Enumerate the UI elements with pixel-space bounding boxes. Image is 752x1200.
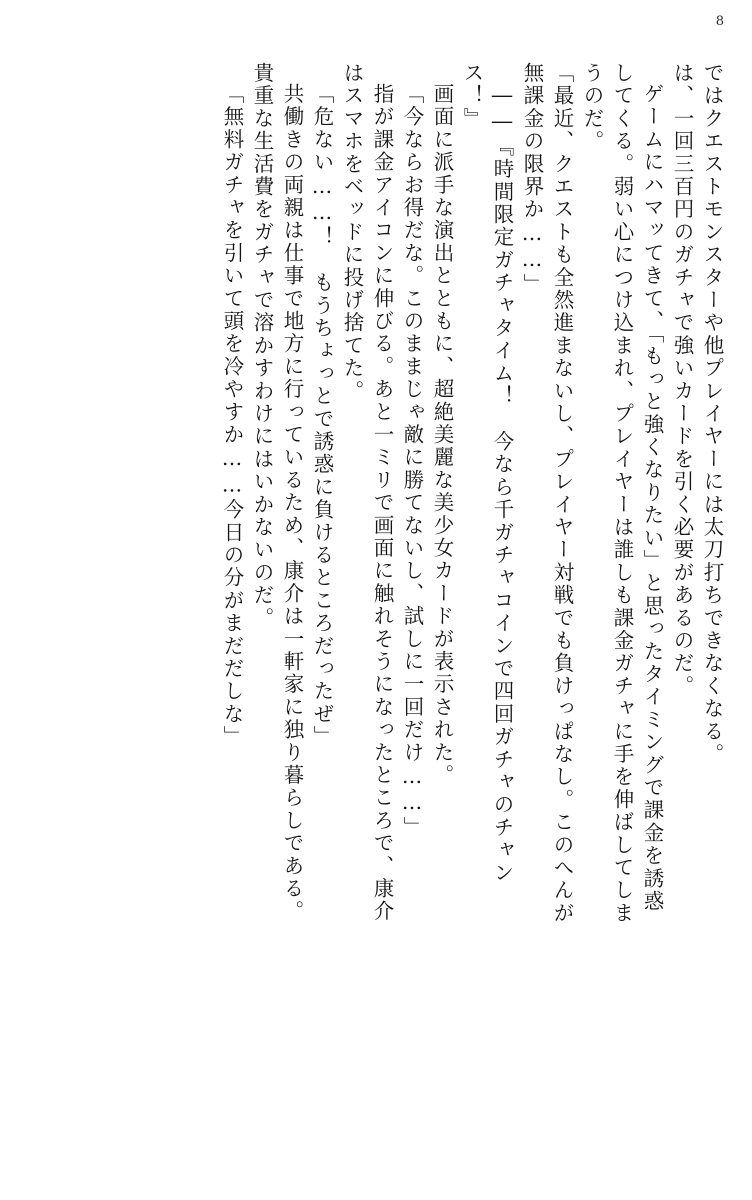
text-column: ――『時間限定ガチャタイム！ 今なら千ガチャコインで四回ガチャのチャン — [490, 83, 514, 885]
text-column: 指が課金アイコンに伸びる。あと一ミリで画面に触れそうになったところで、康介 — [370, 83, 394, 923]
text-column: ス！』 — [460, 62, 484, 131]
text-column: 「無料ガチャを引いて頭を冷やすか……今日の分がまだだしな」 — [220, 83, 244, 749]
text-column: は、一回三百円のガチャで強いカードを引く必要があるのだ。 — [670, 62, 694, 698]
text-column: 「危ない……！ もうちょっとで誘惑に負けるところだったぜ」 — [310, 83, 334, 749]
text-column: 画面に派手な演出とともに、超絶美麗な美少女カードが表示された。 — [430, 83, 454, 787]
text-column: 「最近、クエストも全然進まないし、プレイヤー対戦でも負けっぱなし。このへんが — [550, 62, 574, 925]
text-column: はスマホをベッドに投げ捨てた。 — [340, 62, 364, 403]
text-column: うのだ。 — [580, 62, 604, 153]
text-column: 貴重な生活費をガチャで溶かすわけにはいかないのだ。 — [250, 62, 274, 630]
text-column: 無課金の限界か……」 — [520, 62, 544, 296]
text-column: してくる。弱い心につけ込まれ、プレイヤーは誰しも課金ガチャに手を伸ばしてしま — [610, 62, 634, 925]
text-column: ではクエストモンスターや他プレイヤーには太刀打ちできなくなる。 — [700, 62, 724, 766]
page-number: 8 — [715, 14, 724, 29]
text-column: ゲームにハマッてきて、「もっと強くなりたい」と思ったタイミングで課金を誘惑 — [640, 83, 664, 913]
text-column: 共働きの両親は仕事で地方に行っているため、康介は一軒家に独り暮らしである。 — [280, 83, 304, 923]
text-column: 「今ならお得だな。このままじゃ敵に勝てないし、試しに一回だけ……」 — [400, 83, 424, 840]
vertical-text-body — [32, 62, 722, 1142]
